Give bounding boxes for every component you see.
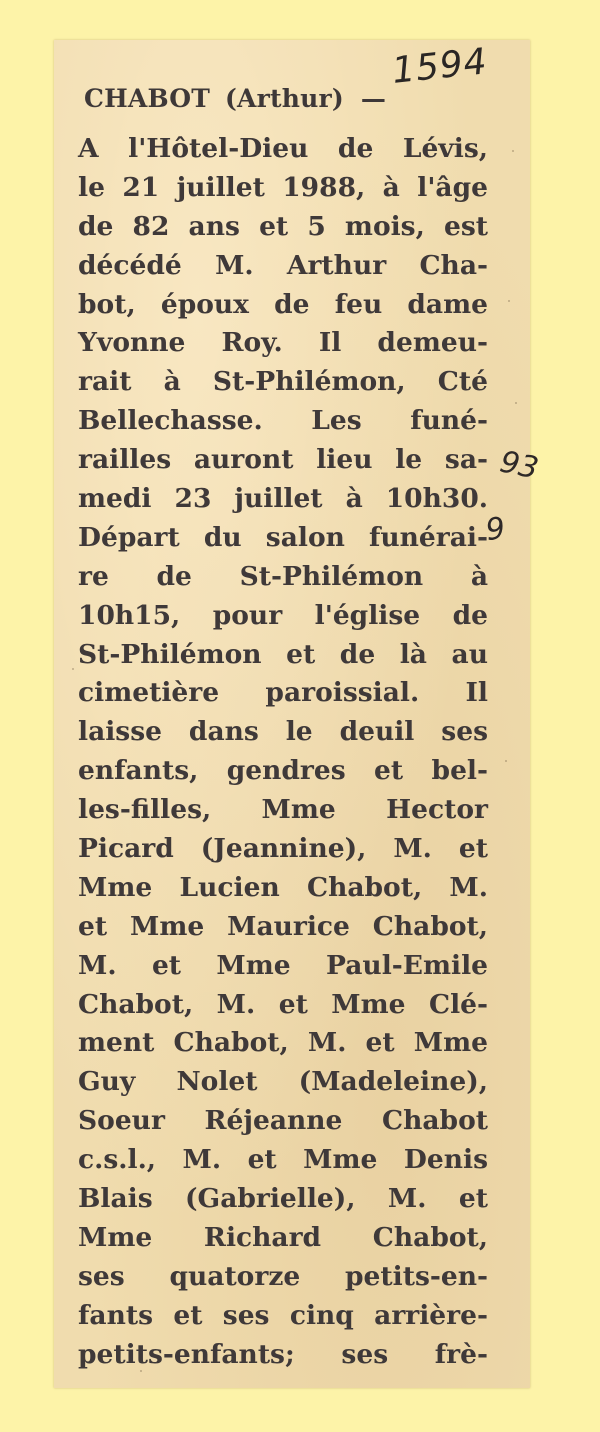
obituary-line: Blais (Gabrielle), M. et [78,1183,488,1215]
obituary-line: Mme Richard Chabot, [78,1221,488,1253]
obituary-line: enfants, gendres et bel- [78,755,488,787]
obituary-line: St-Philémon et de là au [78,638,488,670]
obituary-line: de 82 ans et 5 mois, est [78,210,488,242]
header-dash: — [360,84,387,113]
obituary-line: Picard (Jeannine), M. et [78,833,488,865]
paper-speck [512,150,514,152]
handwritten-margin-mark: 9 [483,510,508,549]
obituary-line: railles auront lieu le sa- [78,444,488,476]
paper-speck [515,402,517,404]
paper-speck [72,668,74,670]
obituary-line: M. et Mme Paul-Emile [78,949,488,981]
obituary-line: le 21 juillet 1988, à l'âge [78,171,488,203]
obituary-line: Mme Lucien Chabot, M. [78,871,488,903]
obituary-line: c.s.l., M. et Mme Denis [78,1144,488,1176]
deceased-given-name: (Arthur) [225,84,344,113]
obituary-line: petits-enfants; ses frè- [78,1338,488,1370]
paper-speck [505,760,507,762]
obituary-line: laisse dans le deuil ses [78,716,488,748]
obituary-line: cimetière paroissial. Il [78,677,488,709]
handwritten-margin-mark: 93 [496,444,542,487]
obituary-line: ses quatorze petits-en- [78,1260,488,1292]
obituary-line: Départ du salon funérai- [78,521,488,553]
obituary-line: re de St-Philémon à [78,560,488,592]
obituary-line: bot, époux de feu dame [78,288,488,320]
obituary-line: Soeur Réjeanne Chabot [78,1105,488,1137]
obituary-line: ment Chabot, M. et Mme [78,1027,488,1059]
paper-speck [508,300,510,302]
handwritten-reference-number: 1594 [390,41,490,92]
deceased-surname: CHABOT [84,84,211,113]
obituary-header [84,84,386,113]
paper-speck [140,1370,142,1372]
obituary-line: 10h15, pour l'église de [78,599,488,631]
obituary-line: medi 23 juillet à 10h30. [78,483,488,515]
obituary-line: Chabot, M. et Mme Clé- [78,988,488,1020]
obituary-line: rait à St-Philémon, Cté [78,366,488,398]
obituary-line: Guy Nolet (Madeleine), [78,1066,488,1098]
obituary-line: et Mme Maurice Chabot, [78,910,488,942]
obituary-body [78,130,488,1375]
obituary-line: les-filles, Mme Hector [78,794,488,826]
obituary-line: décédé M. Arthur Cha- [78,249,488,281]
obituary-line: Yvonne Roy. Il demeu- [78,327,488,359]
obituary-line: fants et ses cinq arrière- [78,1299,488,1331]
obituary-line: A l'Hôtel-Dieu de Lévis, [78,133,488,164]
obituary-line: Bellechasse. Les funé- [78,405,488,437]
